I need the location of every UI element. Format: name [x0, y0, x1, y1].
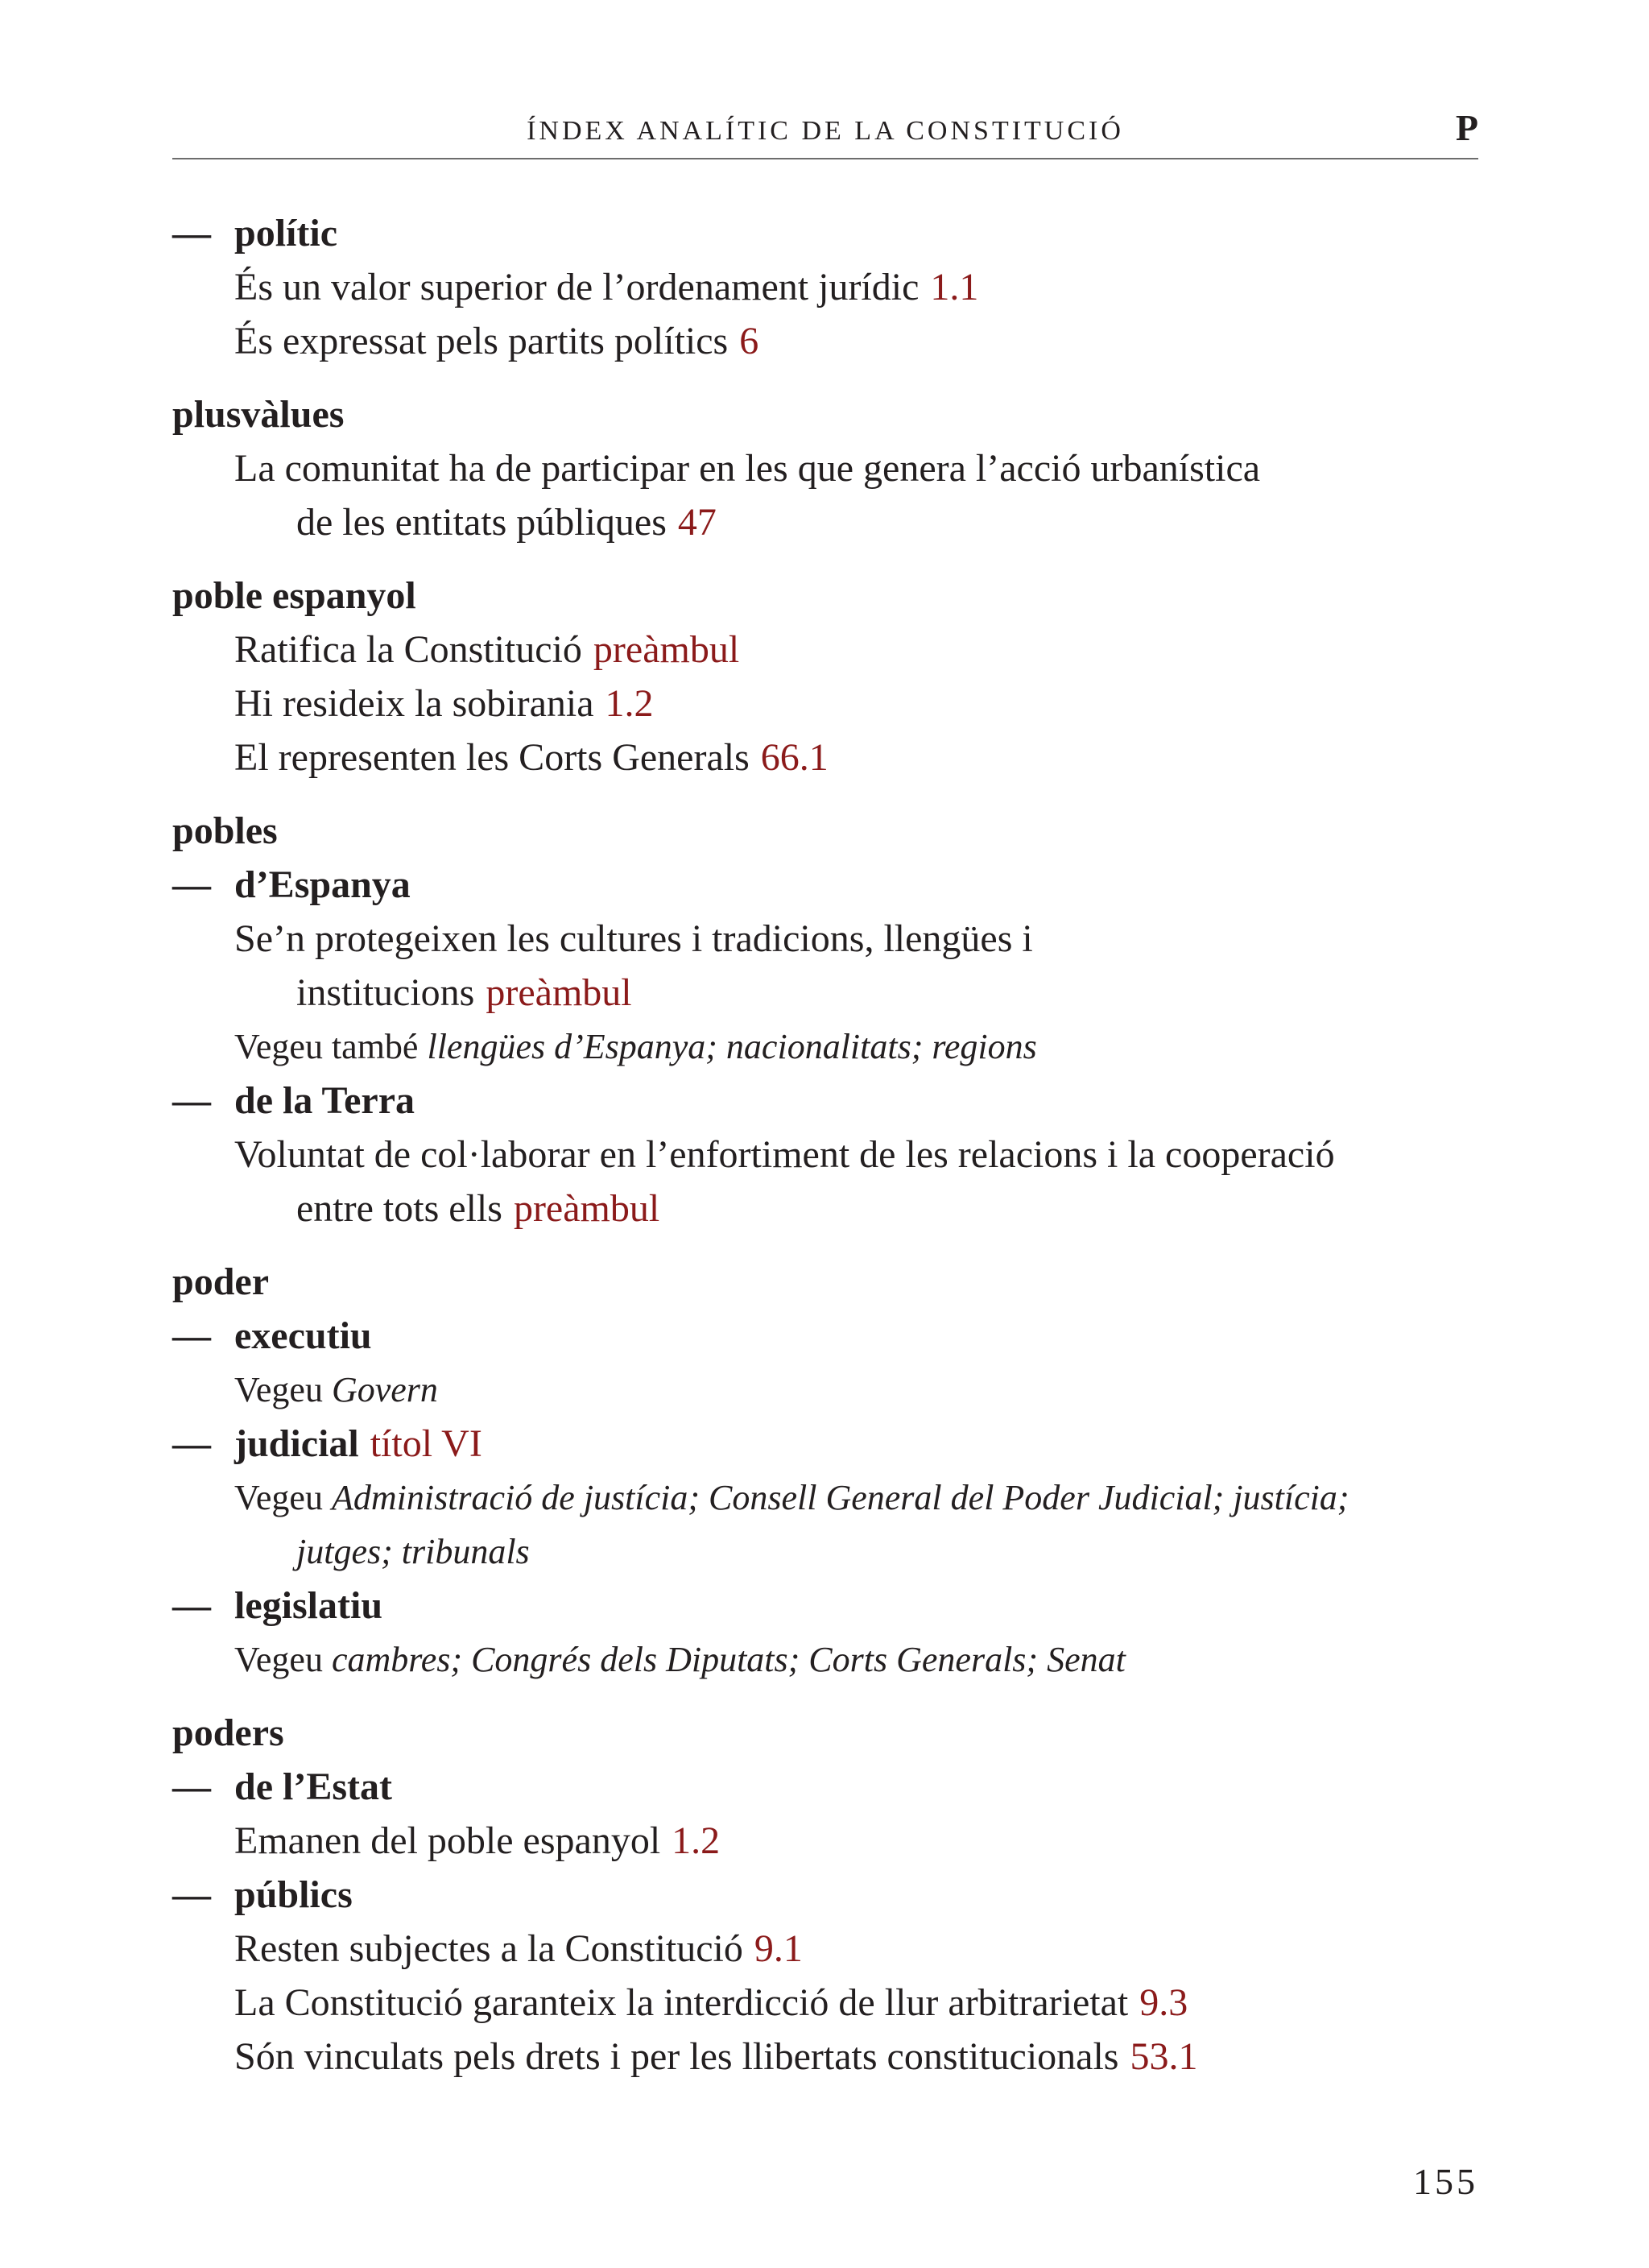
line-text: És expressat pels partits polítics	[234, 320, 729, 362]
line-text: entre tots ells	[296, 1187, 502, 1230]
article-reference: 53.1	[1130, 2035, 1198, 2078]
see-also-line	[172, 1020, 1478, 1074]
subentry-label: de la Terra	[234, 1079, 415, 1122]
article-reference: 6	[739, 320, 759, 362]
line-text: Emanen del poble espanyol	[234, 1819, 661, 1862]
subentry-label: judicial	[234, 1422, 359, 1465]
subentry-label: polític	[234, 212, 337, 255]
article-reference: 66.1	[760, 736, 829, 779]
index-line	[172, 677, 1478, 730]
article-reference: preàmbul	[513, 1187, 660, 1230]
article-reference: 47	[677, 501, 717, 544]
line-text: de les entitats públiques	[296, 501, 667, 544]
subentry-heading	[172, 1760, 1478, 1814]
line-text: Voluntat de col·laborar en l’enfortiment de les relacions i la cooperació	[234, 1133, 1335, 1176]
section-letter: P	[1455, 107, 1478, 148]
page-number: 155	[1413, 2161, 1478, 2202]
index-line	[172, 1128, 1478, 1182]
em-dash: —	[172, 1584, 211, 1627]
entry-heading: poder	[172, 1260, 269, 1303]
article-reference: preàmbul	[593, 628, 740, 671]
article-reference: 9.1	[754, 1927, 803, 1970]
running-title: ÍNDEX ANALÍTIC DE LA CONSTITUCIÓ	[527, 116, 1124, 146]
subentry-label: públics	[234, 1873, 353, 1916]
subentry-label: de l’Estat	[234, 1765, 392, 1808]
entry-heading: poble espanyol	[172, 574, 416, 617]
index-line	[172, 2030, 1478, 2084]
subentry-heading	[172, 1074, 1478, 1128]
index-line-continuation	[172, 495, 1478, 549]
subentry-heading	[172, 1868, 1478, 1922]
line-text: La Constitució garanteix la interdicció de llur arbitrarietat	[234, 1981, 1129, 2024]
em-dash: —	[172, 1765, 211, 1808]
line-text: És un valor superior de l’ordenament jurídic	[234, 266, 920, 308]
subentry-heading	[172, 1579, 1478, 1633]
index-line	[172, 1922, 1478, 1976]
index-line	[172, 314, 1478, 368]
subentry-label: d’Espanya	[234, 863, 411, 906]
index-line	[172, 623, 1478, 677]
see-references: llengües d’Espanya; nacionalitats; regions	[427, 1027, 1037, 1066]
see-references: cambres; Congrés dels Diputats; Corts Generals; Senat	[331, 1640, 1126, 1679]
index-line-continuation	[172, 966, 1478, 1020]
article-reference: 1.1	[930, 266, 979, 308]
entry-heading: plusvàlues	[172, 393, 345, 436]
subentry-heading	[172, 1417, 1478, 1471]
see-references: jutges; tribunals	[296, 1532, 530, 1571]
article-reference: títol VI	[370, 1422, 482, 1465]
subentry-heading	[172, 1309, 1478, 1363]
line-text: Hi resideix la sobirania	[234, 682, 594, 725]
index-line	[172, 730, 1478, 784]
running-header	[172, 107, 1478, 159]
index-line	[172, 441, 1478, 495]
line-text: Se’n protegeixen les cultures i tradicions, llengües i	[234, 917, 1033, 960]
em-dash: —	[172, 863, 211, 906]
see-also-line	[172, 1363, 1478, 1417]
article-reference: preàmbul	[486, 971, 632, 1014]
line-text: institucions	[296, 971, 475, 1014]
see-prefix: Vegeu	[234, 1478, 323, 1517]
see-also-line	[172, 1633, 1478, 1687]
subentry-heading	[172, 858, 1478, 912]
index-line	[172, 1814, 1478, 1868]
index-line	[172, 1976, 1478, 2030]
line-text: La comunitat ha de participar en les que genera l’acció urbanística	[234, 447, 1261, 490]
line-text: El representen les Corts Generals	[234, 736, 750, 779]
em-dash: —	[172, 1314, 211, 1357]
index-line	[172, 912, 1478, 966]
em-dash: —	[172, 212, 211, 255]
index-line-continuation	[172, 1182, 1478, 1235]
see-also-continuation	[172, 1525, 1478, 1579]
see-prefix: Vegeu	[234, 1640, 323, 1679]
see-prefix: Vegeu	[234, 1370, 323, 1409]
see-references: Administració de justícia; Consell General del Poder Judicial; justícia;	[331, 1478, 1349, 1517]
index-line	[172, 260, 1478, 314]
line-text: Són vinculats pels drets i per les llibertats constitucionals	[234, 2035, 1119, 2078]
subentry-label: executiu	[234, 1314, 372, 1357]
em-dash: —	[172, 1873, 211, 1916]
article-reference: 1.2	[605, 682, 654, 725]
em-dash: —	[172, 1079, 211, 1122]
see-also-line	[172, 1471, 1478, 1525]
index-entries	[172, 206, 1478, 2084]
subentry-heading	[172, 206, 1478, 260]
subentry-label: legislatiu	[234, 1584, 383, 1627]
article-reference: 9.3	[1139, 1981, 1188, 2024]
line-text: Ratifica la Constitució	[234, 628, 582, 671]
see-prefix: Vegeu també	[234, 1027, 419, 1066]
entry-heading: pobles	[172, 809, 278, 852]
article-reference: 1.2	[672, 1819, 721, 1862]
entry-heading: poders	[172, 1711, 284, 1754]
line-text: Resten subjectes a la Constitució	[234, 1927, 743, 1970]
see-references: Govern	[331, 1370, 438, 1409]
em-dash: —	[172, 1422, 211, 1465]
